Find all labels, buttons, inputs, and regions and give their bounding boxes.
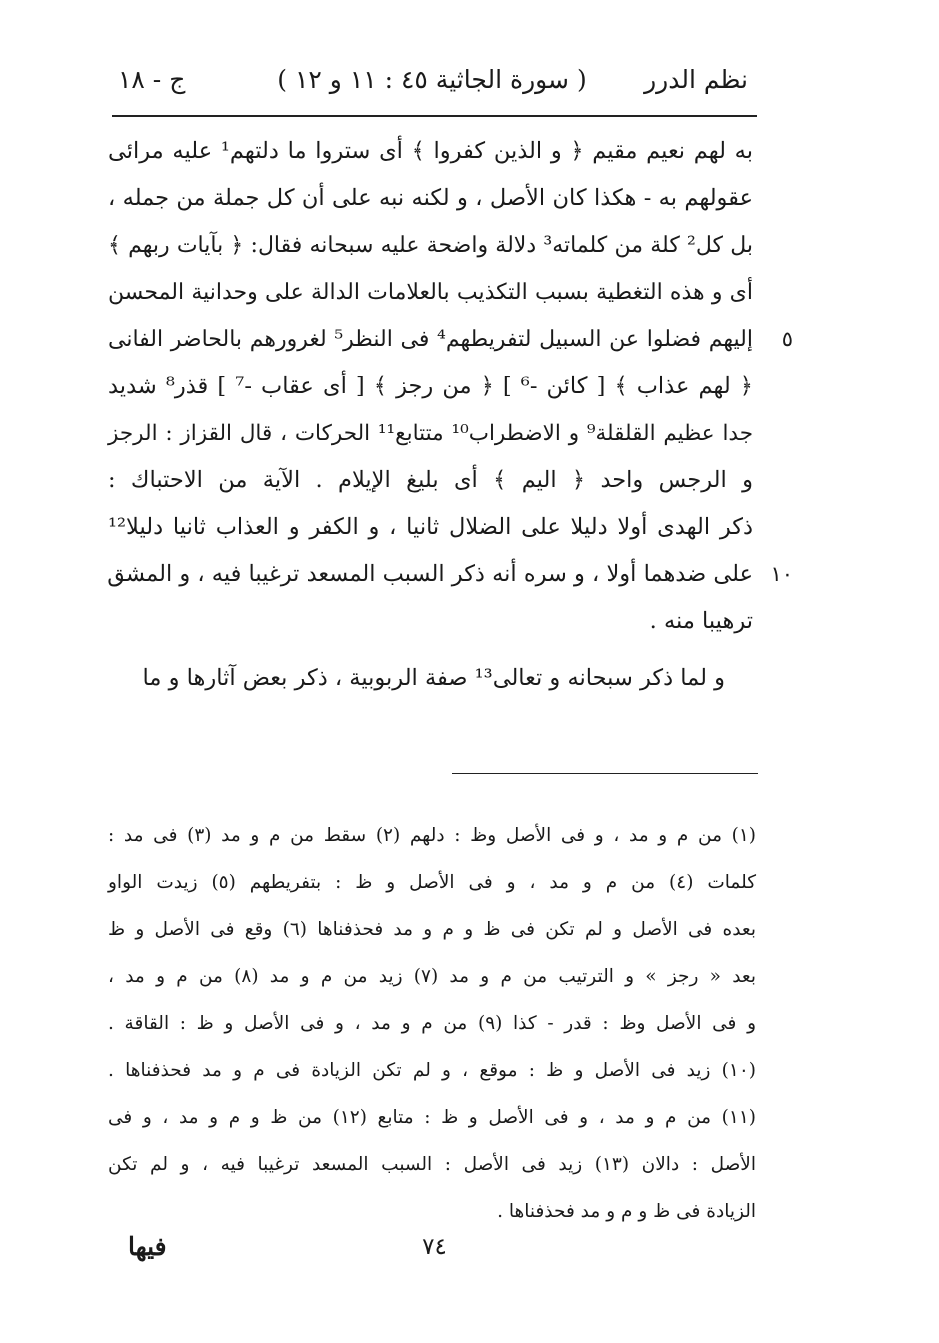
- footnote-rule: [452, 773, 758, 774]
- page-footer: [112, 1228, 757, 1268]
- main-text: [107, 128, 793, 702]
- text-line: [108, 175, 753, 222]
- book-title: نظم الدرر: [644, 65, 748, 94]
- footnote-line: (١٠) زيد فى الأصل و ظ : موقع ، و لم تكن الزيادة فى م و مد فحذفناها .: [108, 1060, 756, 1081]
- text-line-content: جدا عظيم القلقلة⁹ و الاضطراب¹⁰ متتابع¹¹ الحركات ، قال القزاز : الرجز: [108, 421, 753, 446]
- text-line: [108, 457, 753, 504]
- text-line-content: عقولهم به - هكذا كان الأصل ، و لكنه نبه على أن كل جملة من جمله ،: [108, 185, 753, 211]
- footnote-line: الأصل : دالان (١٣) زيد فى الأصل : السبب المسعد ترغيبا فيه ، و لم تكن: [108, 1154, 756, 1175]
- footnote-line: (١١) من م و مد ، و فى الأصل و ظ : متابع (١٢) من ظ و م و مد ، و فى: [108, 1107, 756, 1128]
- text-line-content: إليهم فضلوا عن السبيل لتفريطهم⁴ فى النظر⁵ لغرورهم بالحاضر الفانى: [108, 327, 753, 352]
- text-line-content: و الرجس واحد ﴿ اليم ﴾ أى بليغ الإيلام . الآية من الاحتباك :: [108, 467, 753, 493]
- footnote-line: بعده فى الأصل و لم تكن فى ظ و م و مد فحذفناها (٦) وقع فى الأصل و ظ: [108, 919, 756, 940]
- text-line-content: ترهيبا منه .: [649, 608, 753, 634]
- footnote-line: الزيادة فى ظ و م و مد فحذفناها .: [497, 1201, 756, 1222]
- page-header: [112, 60, 752, 104]
- line-number: ٥: [781, 327, 793, 351]
- line-number: ١٠: [770, 562, 793, 586]
- surah-info: ( سورة الجاثية ٤٥ : ١١ و ١٢ ): [277, 65, 587, 94]
- text-line-content: أى و هذه التغطية بسبب التكذيب بالعلامات الدالة على وحدانية المحسن: [108, 280, 753, 305]
- text-line: [108, 269, 753, 316]
- text-line-content: به لهم نعيم مقيم ﴿ و الذين كفروا ﴾ أى ستروا ما دلتهم¹ عليه مرائى: [108, 138, 753, 164]
- footnotes: [108, 812, 756, 1235]
- text-line: [108, 316, 793, 363]
- footnote-line: و فى الأصل وظ : قدر - كذا (٩) من م و مد ، و فى الأصل و ظ : القاقة .: [108, 1013, 756, 1034]
- page-number: ٧٤: [422, 1234, 447, 1260]
- text-line: [108, 222, 753, 269]
- catchword: فيها: [128, 1232, 167, 1261]
- text-line: [108, 128, 753, 175]
- text-line: [108, 363, 753, 410]
- text-line: [108, 598, 753, 645]
- footnote-line: كلمات (٤) من م و مد ، و فى الأصل و ظ : بتفريطهم (٥) زيدت الواو: [108, 872, 756, 893]
- footnote-line: بعد « رجز » و الترتيب من م و مد (٧) زيد من م و مد (٨) من م و مد ،: [108, 966, 757, 987]
- text-line-content: ذكر الهدى أولا دليلا على الضلال ثانيا ، و الكفر و العذاب ثانيا دليلا¹²: [108, 514, 753, 540]
- header-rule: [112, 115, 757, 117]
- text-line-content: ﴿ لهم عذاب ﴾ [ كائن -⁶ ] ﴿ من رجز ﴾ [ أى عقاب -⁷ ] قذر⁸ شديد: [108, 373, 753, 399]
- text-line: [108, 655, 753, 702]
- footnote-line: (١) من م و مد ، و فى الأصل وظ : دلهم (٢) سقط من م و مد (٣) فى مد :: [108, 825, 757, 846]
- volume-number: ج - ١٨: [118, 65, 186, 94]
- text-line-content: على ضدهما أولا ، و سره أنه ذكر السبب المسعد ترغيبا فيه ، و المشق: [107, 561, 753, 587]
- text-line: [108, 504, 753, 551]
- text-line-content: بل كل² كلة من كلماته³ دلالة واضحة عليه سبحانه فقال: ﴿ بآيات ربهم ﴾: [108, 233, 753, 258]
- text-line: [108, 410, 753, 457]
- text-line-content: و لما ذكر سبحانه و تعالى¹³ صفة الربوبية ، ذكر بعض آثارها و ما: [142, 665, 725, 691]
- text-line: [107, 551, 793, 598]
